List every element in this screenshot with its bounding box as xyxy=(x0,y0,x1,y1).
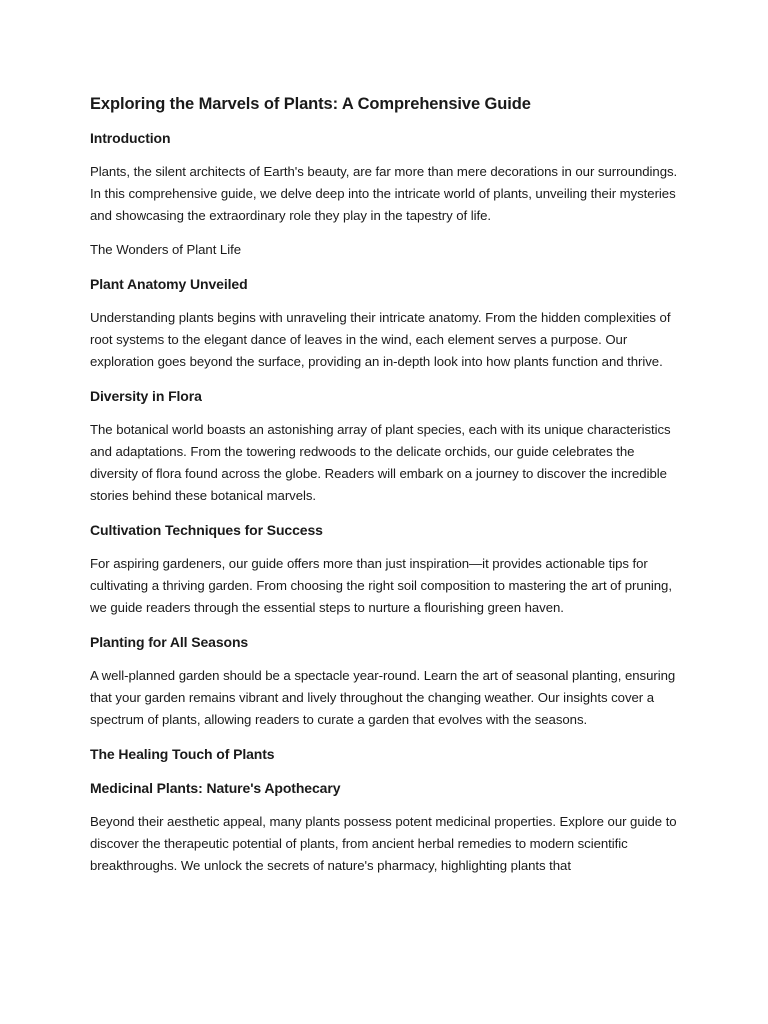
cultivation-paragraph: For aspiring gardeners, our guide offers more than just inspiration—it provides actionable tips for cultivating a thriving garden. From choosing the right soil composition to mastering the art of pruning, we guide readers through the essential steps to nurture a flourishing green haven. xyxy=(90,556,672,615)
document-page xyxy=(90,92,680,889)
diversity-heading: Diversity in Flora xyxy=(90,388,202,404)
introduction-paragraph: Plants, the silent architects of Earth's beauty, are far more than mere decorations in our surroundings. In this comprehensive guide, we delve deep into the intricate world of plants, unveiling their mysteries and showcasing the extraordinary role they play in the tapestry of life. xyxy=(90,164,678,223)
medicinal-heading: Medicinal Plants: Nature's Apothecary xyxy=(90,780,341,796)
medicinal-paragraph: Beyond their aesthetic appeal, many plants possess potent medicinal properties. Explore our guide to discover the therapeutic potential of plants, from ancient herbal remedies to modern scientific breakthroughs. We unlock the secrets of nature's pharmacy, highlighting plants that xyxy=(90,814,677,873)
healing-heading: The Healing Touch of Plants xyxy=(90,746,275,762)
introduction-heading: Introduction xyxy=(90,130,171,146)
document-title: Exploring the Marvels of Plants: A Comprehensive Guide xyxy=(90,95,531,113)
cultivation-heading: Cultivation Techniques for Success xyxy=(90,522,323,538)
diversity-paragraph: The botanical world boasts an astonishing array of plant species, each with its unique characteristics and adaptations. From the towering redwoods to the delicate orchids, our guide celebrates the diversity of flora found across the globe. Readers will embark on a journey to discover the incredible stories behind these botanical marvels. xyxy=(90,422,671,503)
wonders-label: The Wonders of Plant Life xyxy=(90,242,241,257)
seasons-paragraph: A well-planned garden should be a spectacle year-round. Learn the art of seasonal planting, ensuring that your garden remains vibrant and lively throughout the changing weather. Our insights cover a spectrum of plants, allowing readers to curate a garden that evolves with the seasons. xyxy=(90,668,676,727)
anatomy-paragraph: Understanding plants begins with unraveling their intricate anatomy. From the hidden complexities of root systems to the elegant dance of leaves in the wind, each element serves a purpose. Our exploration goes beyond the surface, providing an in-depth look into how plants function and thrive. xyxy=(90,310,671,369)
anatomy-heading: Plant Anatomy Unveiled xyxy=(90,276,248,292)
seasons-heading: Planting for All Seasons xyxy=(90,634,249,650)
